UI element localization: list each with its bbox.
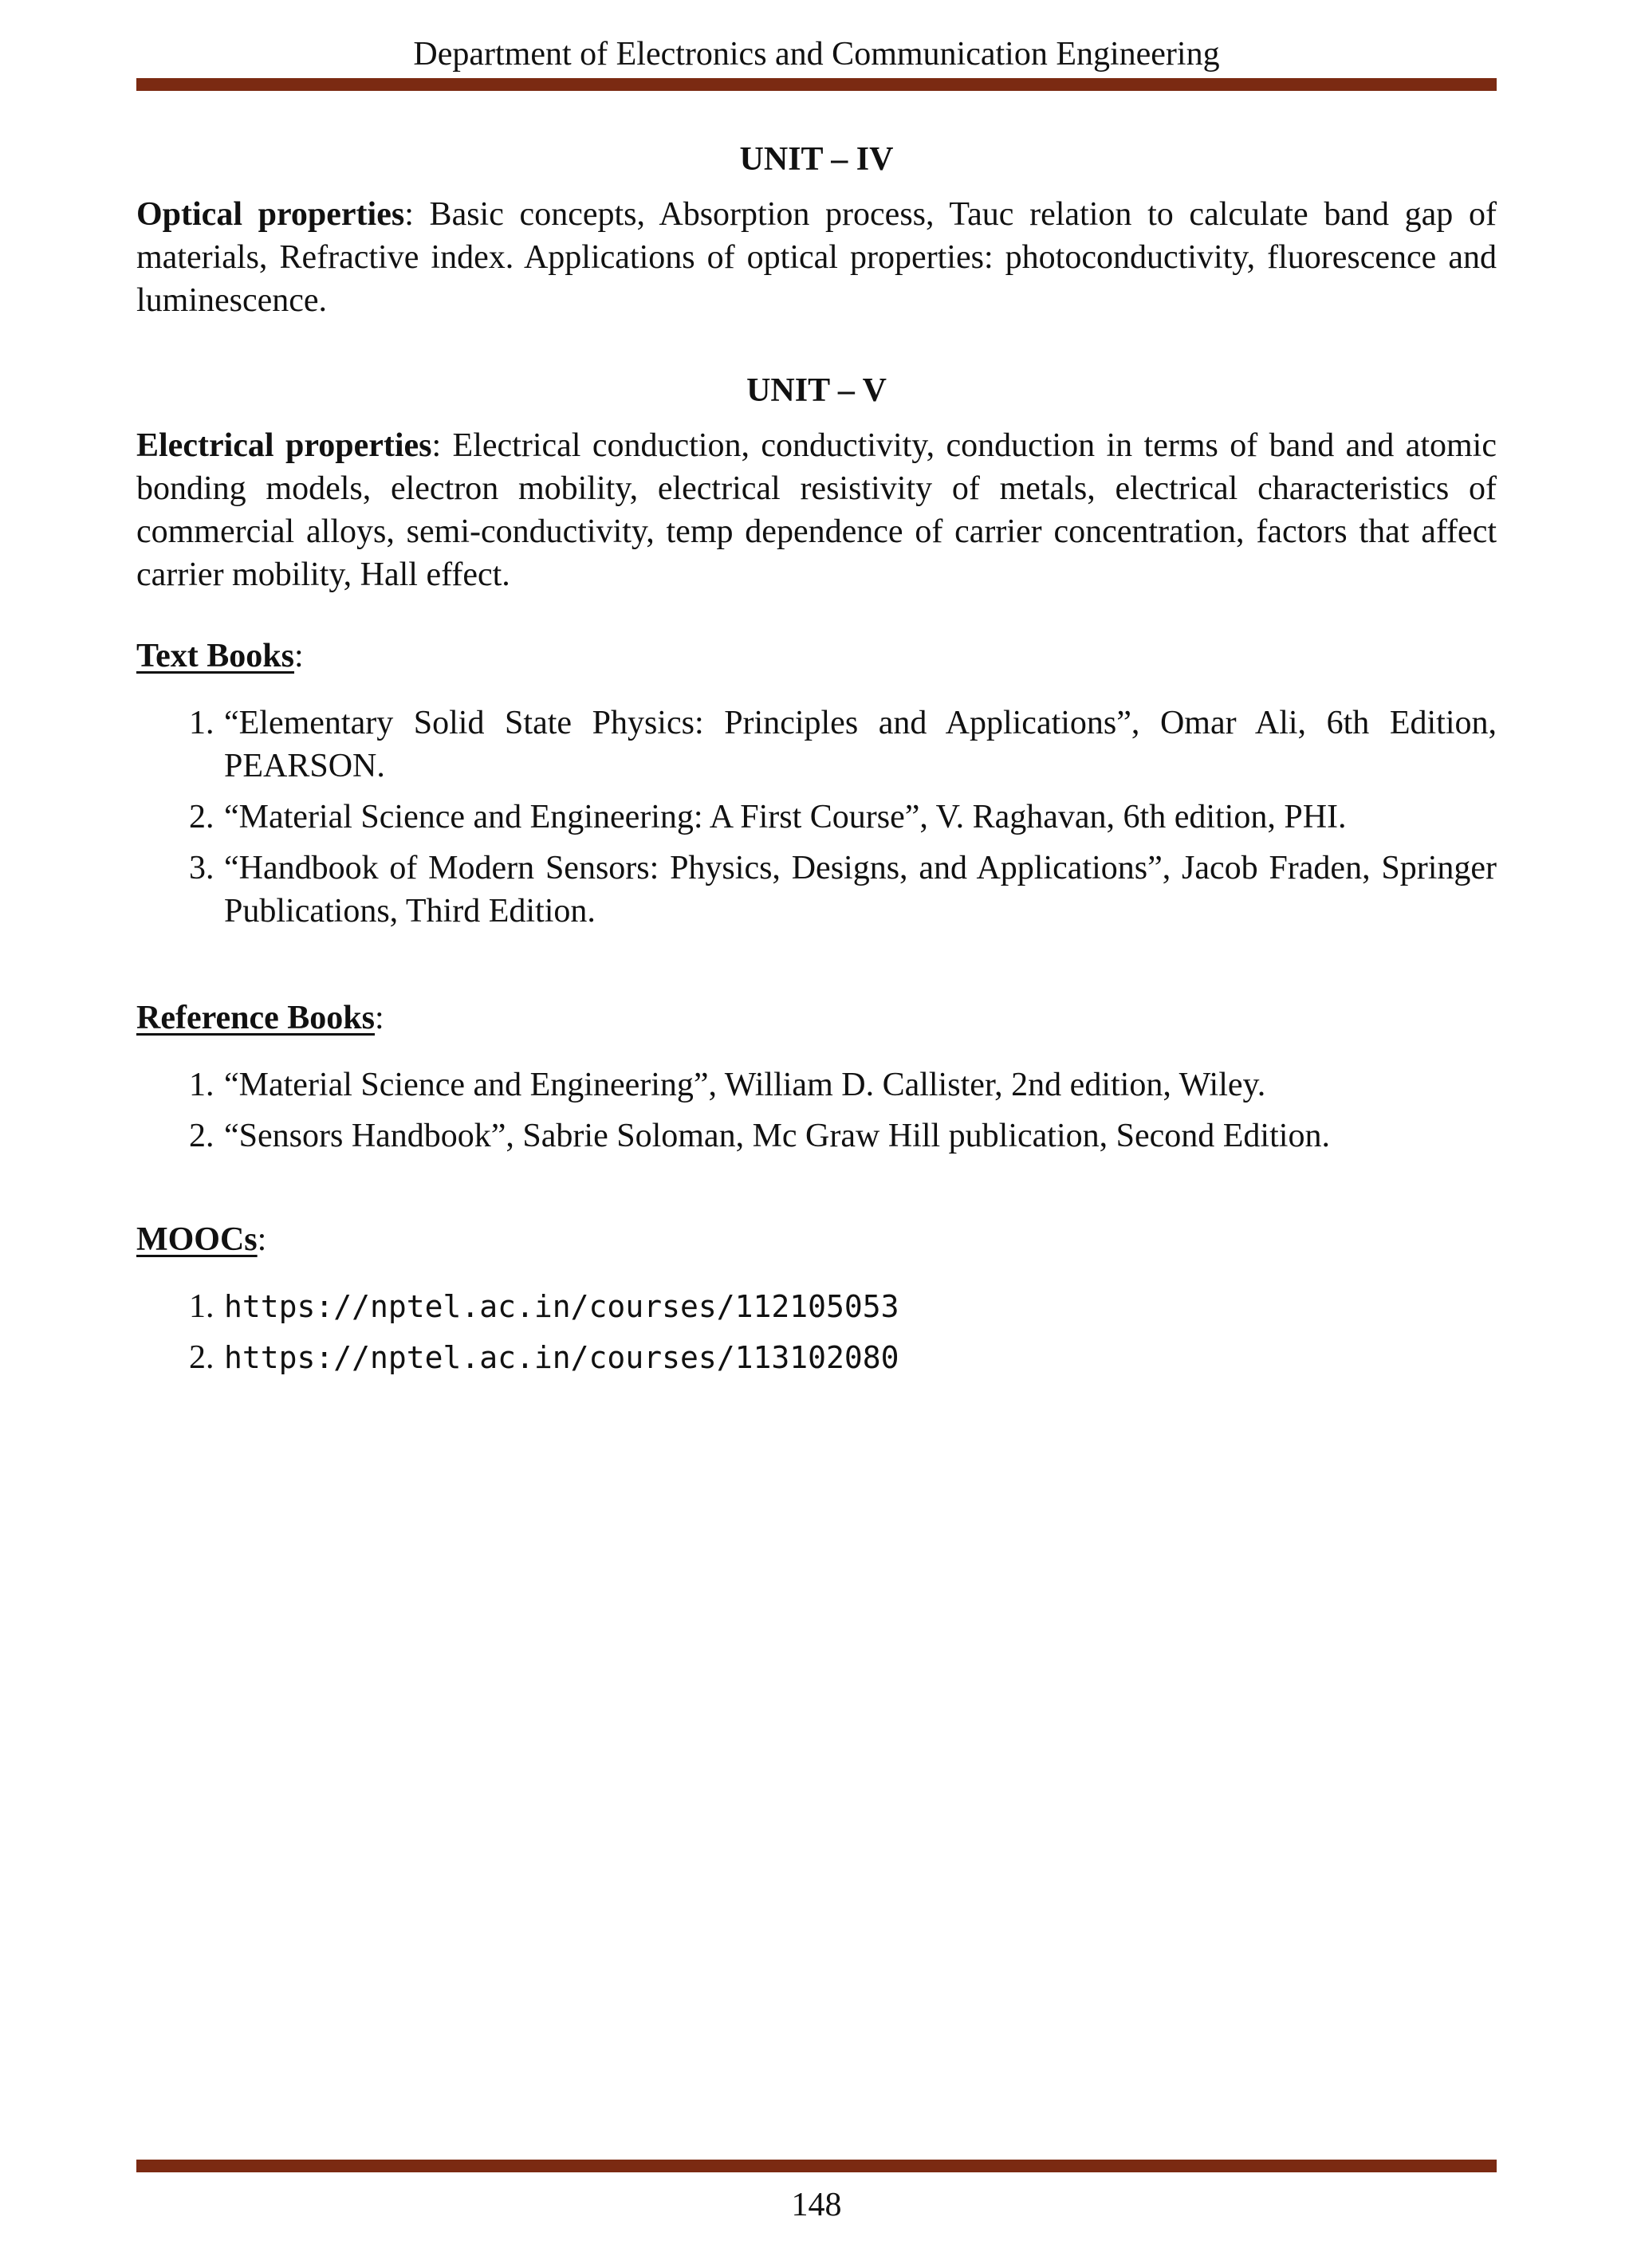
moocs-colon: : (257, 1221, 267, 1258)
moocs-heading (136, 1218, 1497, 1261)
list-item: 2. “Material Science and Engineering: A First Course”, V. Raghavan, 6th edition, PHI. (222, 796, 1497, 839)
footer-rule (136, 2160, 1497, 2172)
unit-5-paragraph (136, 424, 1497, 596)
moocs-list (136, 1285, 1497, 1379)
text-books-colon: : (294, 638, 304, 674)
running-header: Department of Electronics and Communication Engineering (413, 36, 1220, 73)
list-item: 1. “Material Science and Engineering”, William D. Callister, 2nd edition, Wiley. (222, 1063, 1497, 1106)
unit-4-body: : Basic concepts, Absorption process, Tauc relation to calculate band gap of materials, Refractive index. Applications of optical properties: photoconductivity, fluorescence and luminescence. (136, 196, 1497, 319)
unit-4-heading: UNIT – IV (739, 141, 894, 178)
list-item: 2. “Sensors Handbook”, Sabrie Soloman, Mc Graw Hill publication, Second Edition. (222, 1114, 1497, 1158)
list-item: 3. “Handbook of Modern Sensors: Physics, Designs, and Applications”, Jacob Fraden, Springer Publications, Third Edition. (222, 847, 1497, 933)
unit-4-paragraph (136, 193, 1497, 322)
list-item: 1. “Elementary Solid State Physics: Principles and Applications”, Omar Ali, 6th Edition, PEARSON. (222, 702, 1497, 788)
header-rule (136, 78, 1497, 91)
unit-5-term: Electrical properties (136, 427, 432, 464)
text-books-list (136, 702, 1497, 933)
reference-books-heading (136, 996, 1497, 1040)
text-books-heading (136, 635, 1497, 678)
reference-books-colon: : (374, 1000, 384, 1036)
list-item (222, 1336, 1497, 1379)
unit-4-term: Optical properties (136, 196, 405, 233)
mooc-link[interactable]: https://nptel.ac.in/courses/112105053 (224, 1289, 899, 1324)
mooc-link[interactable]: https://nptel.ac.in/courses/113102080 (224, 1340, 899, 1375)
page-content (136, 136, 1497, 1387)
reference-books-title: Reference Books (136, 1000, 375, 1036)
list-item (222, 1285, 1497, 1328)
moocs-title: MOOCs (136, 1221, 258, 1258)
reference-books-list (136, 1063, 1497, 1158)
unit-5-body: : Electrical conduction, conductivity, conduction in terms of band and atomic bonding models, electron mobility, electrical resistivity of metals, electrical characteristics of commercial alloys, semi-conductivity, temp dependence of carrier concentration, factors that affect carrier mobility, Hall effect. (136, 427, 1497, 593)
page-number: 148 (791, 2187, 842, 2223)
unit-5-heading: UNIT – V (746, 372, 887, 409)
text-books-title: Text Books (136, 638, 295, 674)
